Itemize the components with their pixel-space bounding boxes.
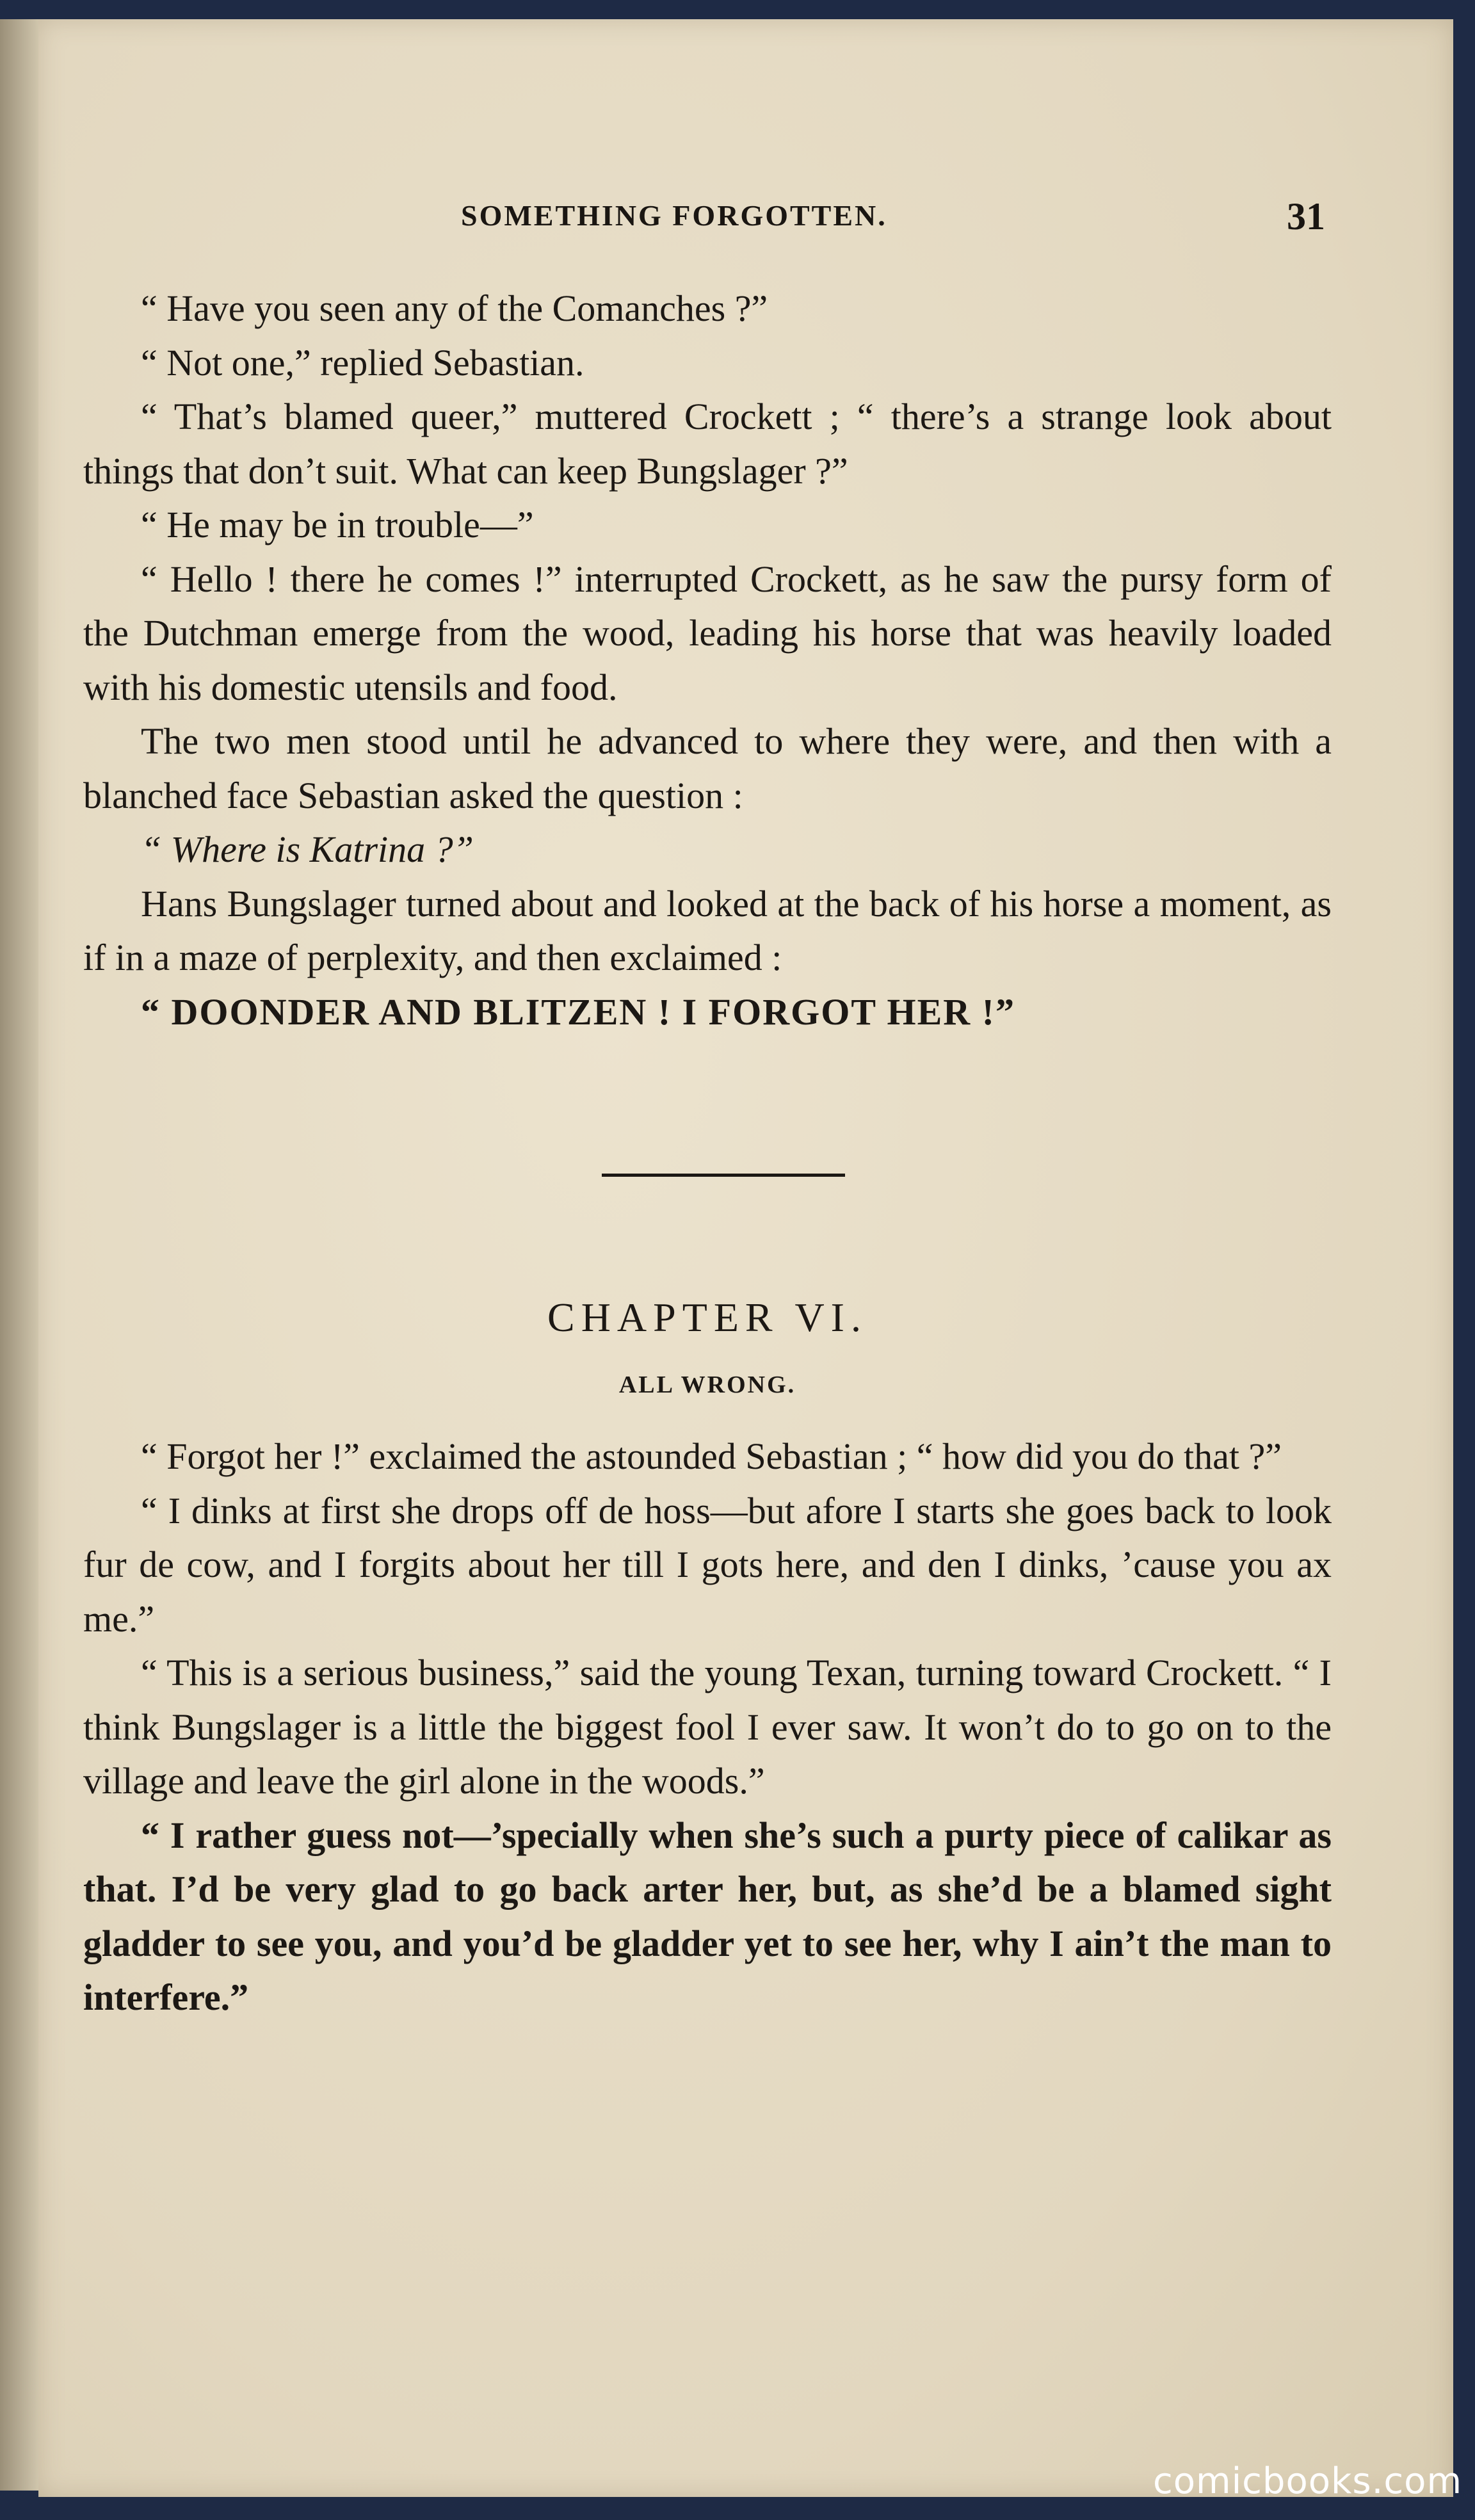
paragraph: “ Not one,” replied Sebastian.	[141, 341, 584, 384]
paragraph: “ Have you seen any of the Comanches ?”	[141, 287, 768, 329]
paragraph: “ I dinks at first she drops off de hoss—but afore I starts she goes back to look fur de cow, and I forgits about her till I gots here, and den I dinks, ’cause you ax me.”	[83, 1489, 1332, 1640]
paragraph: “ Forgot her !” exclaimed the astounded Sebastian ; “ how did you do that ?”	[141, 1435, 1282, 1477]
exclamation: “ DOONDER AND BLITZEN ! I FORGOT HER !”	[141, 990, 1015, 1033]
page-number: 31	[1287, 195, 1325, 238]
chapter-subtitle: ALL WRONG.	[618, 1371, 796, 1398]
paragraph: The two men stood until he advanced to where they were, and then with a blanched face Sebastian asked the question :	[83, 720, 1332, 816]
chapter-title: CHAPTER VI.	[547, 1295, 867, 1340]
section-divider	[602, 1174, 845, 1177]
paragraph: “ This is a serious business,” said the young Texan, turning toward Crockett. “ I think Bungslager is a little the biggest fool I ever saw. It won’t do to go on to the village and leave the girl alone in the woods.”	[83, 1652, 1332, 1802]
paragraph: “ That’s blamed queer,” muttered Crockett ; “ there’s a strange look about things that don’t suit. What can keep Bungslager ?”	[83, 396, 1332, 492]
book-page	[38, 19, 1453, 2497]
running-head	[38, 195, 1453, 250]
paragraph: “ Hello ! there he comes !” interrupted Crockett, as he saw the pursy form of the Dutchman emerge from the wood, leading his horse that was heavily loaded with his domestic utensils and food.	[83, 558, 1332, 708]
paragraph: “ He may be in trouble—”	[141, 504, 534, 545]
running-title: SOMETHING FORGOTTEN.	[461, 199, 887, 232]
paragraph: Hans Bungslager turned about and looked at the back of his horse a moment, as if in a maze of perplexity, and then exclaimed :	[83, 882, 1332, 978]
watermark-text: comicbooks.com	[1152, 2460, 1462, 2502]
katrina-question: “ Where is Katrina ?”	[141, 828, 474, 870]
body-text	[83, 282, 1332, 2025]
paragraph: “ I rather guess not—’specially when she’s such a purty piece of calikar as that. I’d be very glad to go back arter her, but, as she’d be a blamed sight gladder to see you, and you’d be gladder yet to see her, why I ain’t the man to interfere.”	[83, 1814, 1332, 2018]
